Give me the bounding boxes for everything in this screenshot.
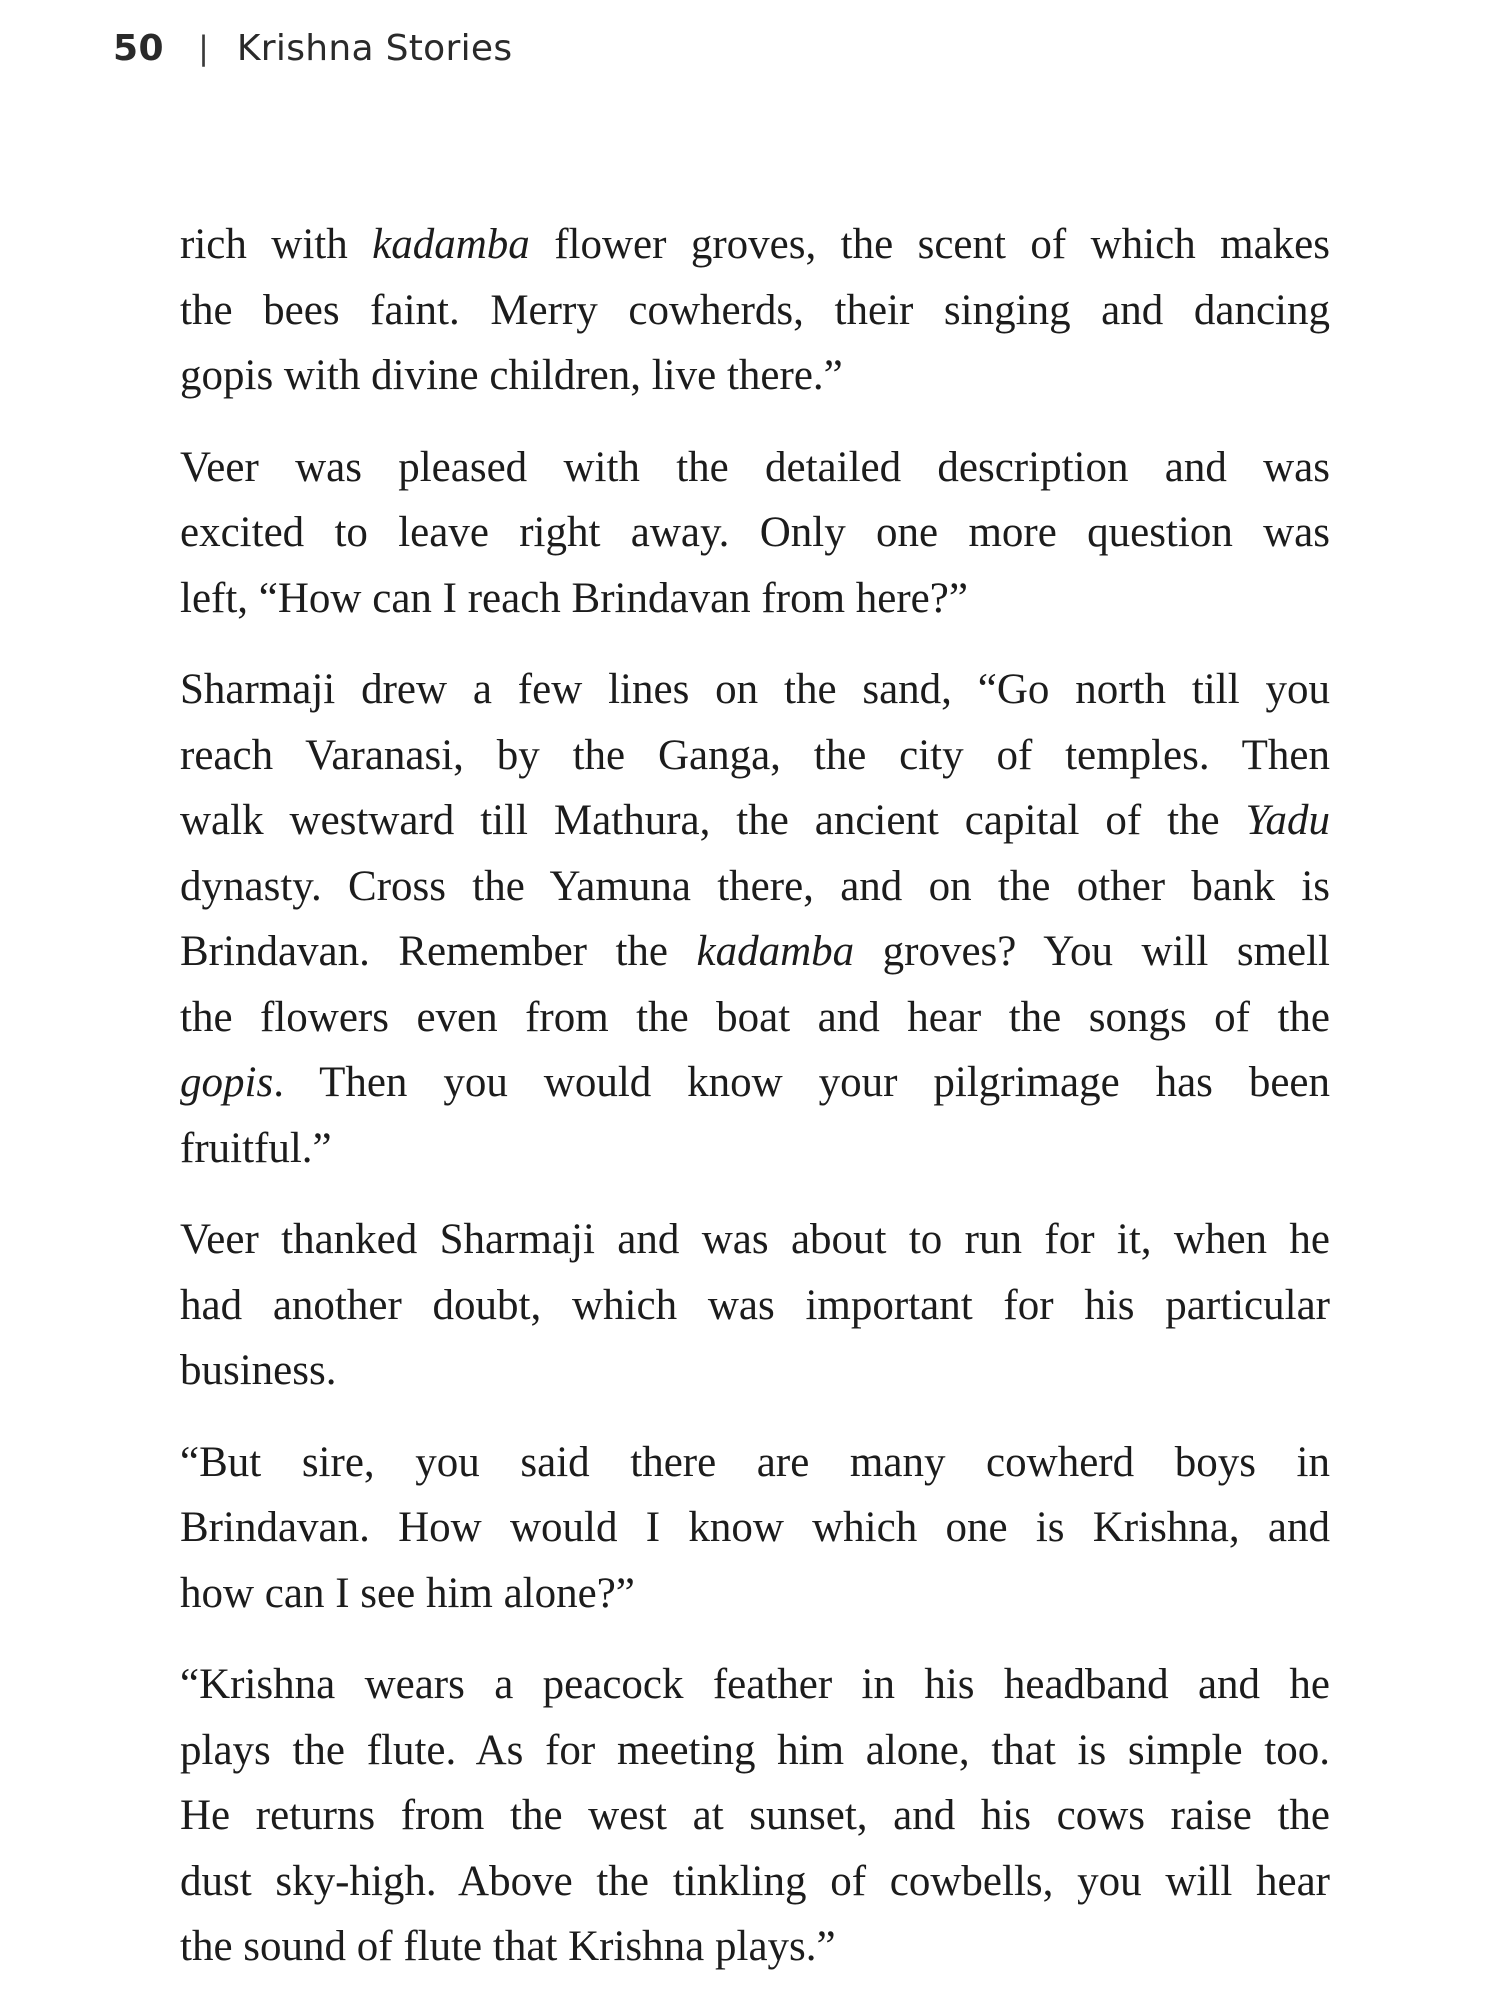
text-segment: the sound of flute that Krishna plays.” xyxy=(180,1923,836,1970)
text-segment: left, “How can I reach Brindavan from here?” xyxy=(180,574,968,622)
text-segment: plays the flute. As for meeting him alone, that is simple too. xyxy=(180,1726,1330,1774)
text-line xyxy=(180,1652,1330,1718)
text-line xyxy=(180,657,1330,723)
text-segment: the bees faint. Merry cowherds, their singing and dancing xyxy=(180,286,1330,334)
text-line xyxy=(180,566,1330,632)
text-segment: walk westward till Mathura, the ancient capital of the xyxy=(180,797,1246,844)
text-line xyxy=(180,1207,1330,1273)
text-segment: had another doubt, which was important for his particular xyxy=(180,1281,1330,1329)
text-line xyxy=(180,278,1330,344)
text-line xyxy=(180,1718,1330,1784)
text-line xyxy=(180,723,1330,789)
italic-term: kadamba xyxy=(372,221,530,268)
text-segment: excited to leave right away. Only one more question was xyxy=(180,509,1330,556)
text-segment: Brindavan. How would I know which one is Krishna, and xyxy=(180,1504,1330,1551)
text-segment: “But sire, you said there are many cowherd boys in xyxy=(180,1438,1330,1486)
text-segment: He returns from the west at sunset, and his cows raise the xyxy=(180,1792,1330,1839)
text-segment: business. xyxy=(180,1347,337,1394)
text-line xyxy=(180,788,1330,854)
text-segment: flower groves, the scent of which makes xyxy=(529,221,1330,268)
page-number: 50 xyxy=(113,27,165,69)
text-segment: fruitful.” xyxy=(180,1124,332,1172)
text-line xyxy=(180,1561,1330,1627)
text-segment: dynasty. Cross the Yamuna there, and on the other bank is xyxy=(180,862,1330,910)
text-segment: Veer thanked Sharmaji and was about to run for it, when he xyxy=(180,1216,1330,1263)
text-segment: reach Varanasi, by the Ganga, the city of temples. Then xyxy=(180,731,1330,779)
paragraph xyxy=(180,1430,1330,1627)
text-segment: dust sky-high. Above the tinkling of cowbells, you will hear xyxy=(180,1857,1330,1905)
text-line xyxy=(180,343,1330,409)
text-segment: rich with xyxy=(180,221,373,268)
text-segment: gopis with divine children, live there.” xyxy=(180,352,843,399)
text-segment: Brindavan. Remember the xyxy=(180,928,697,975)
text-segment: the flowers even from the boat and hear the songs of the xyxy=(180,993,1330,1041)
text-segment: . Then you would know your pilgrimage has been xyxy=(273,1059,1330,1106)
text-line xyxy=(180,500,1330,566)
page-body-text xyxy=(180,212,1330,2006)
text-line xyxy=(180,1116,1330,1182)
text-line xyxy=(180,1430,1330,1496)
text-segment: Sharmaji drew a few lines on the sand, “Go north till you xyxy=(180,666,1330,713)
text-segment: groves? You will smell xyxy=(854,928,1330,975)
book-title: Krishna Stories xyxy=(236,27,513,69)
italic-term: Yadu xyxy=(1245,797,1330,844)
paragraph xyxy=(180,212,1330,409)
paragraph xyxy=(180,435,1330,632)
text-line xyxy=(180,985,1330,1051)
italic-term: gopis xyxy=(180,1059,274,1106)
text-line xyxy=(180,1849,1330,1915)
text-line xyxy=(180,1338,1330,1404)
header-separator: | xyxy=(198,29,209,67)
paragraph xyxy=(180,1207,1330,1404)
text-line xyxy=(180,435,1330,501)
text-segment: “Krishna wears a peacock feather in his headband and he xyxy=(180,1661,1330,1708)
text-line xyxy=(180,212,1330,278)
text-line xyxy=(180,1783,1330,1849)
running-head xyxy=(113,22,512,74)
text-segment: how can I see him alone?” xyxy=(180,1569,635,1617)
text-line xyxy=(180,1273,1330,1339)
text-segment: Veer was pleased with the detailed description and was xyxy=(180,443,1330,491)
text-line xyxy=(180,1914,1330,1980)
text-line xyxy=(180,854,1330,920)
text-line xyxy=(180,919,1330,985)
text-line xyxy=(180,1050,1330,1116)
paragraph xyxy=(180,657,1330,1181)
italic-term: kadamba xyxy=(696,928,855,975)
text-line xyxy=(180,1495,1330,1561)
paragraph xyxy=(180,1652,1330,1980)
